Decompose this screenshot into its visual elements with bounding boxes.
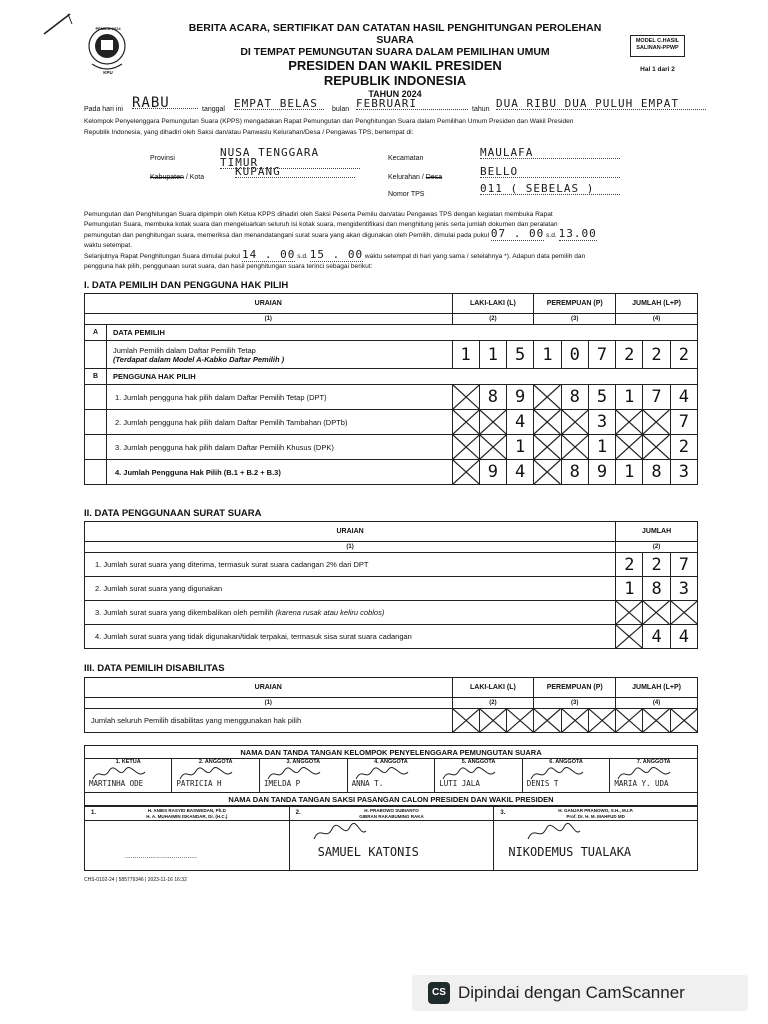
procedure-block [84, 210, 704, 271]
handwritten-digit: 3 [670, 460, 697, 485]
tanggal-value: EMPAT BELAS [234, 99, 324, 110]
handwritten-digit: 4 [507, 460, 534, 485]
pada-hari-label: Pada hari ini [84, 106, 123, 113]
kpps-role: 2. ANGGOTA [198, 759, 233, 765]
handwritten-digit: 3 [670, 577, 697, 601]
cross-mark-icon [643, 435, 669, 459]
handwritten-digit: 9 [479, 460, 506, 485]
crossed-out-cell [616, 410, 643, 435]
kpps-member-cell [260, 759, 348, 793]
kpps-role: 6. ANGGOTA [549, 759, 583, 765]
kabkota-label [150, 173, 204, 183]
cross-mark-icon [671, 709, 697, 732]
s3-head-j: JUMLAH (L+P) [616, 678, 698, 698]
crossed-out-cell [643, 601, 670, 625]
handwritten-digit: 8 [479, 385, 506, 410]
crossed-out-cell [452, 385, 479, 410]
kabkota-value: KUPANG [235, 167, 355, 178]
handwritten-digit: 2 [670, 435, 697, 460]
kpps-role: 1. KETUA [115, 759, 141, 765]
crossed-out-cell [479, 435, 506, 460]
s1-b-row-label: 1. Jumlah pengguna hak pilih dalam Daftar Pemilih Tetap (DPT) [106, 385, 452, 410]
saksi-sign-cell [289, 821, 494, 871]
kpps-name: MARIA Y. UDA [614, 779, 669, 788]
count-end: 15 . 00 [309, 248, 364, 261]
s1-b-title: PENGGUNA HAK PILIH [106, 369, 697, 385]
bulan-value: FEBRUARI [356, 99, 468, 110]
s3-num2: (2) [452, 698, 534, 709]
handwritten-digit: 5 [588, 385, 615, 410]
cross-mark-icon [534, 385, 560, 409]
tanggal-label: tanggal [202, 106, 225, 113]
s3-num3: (3) [534, 698, 616, 709]
saksi-title: NAMA DAN TANDA TANGAN SAKSI PASANGAN CALON PRESIDEN DAN WAKIL PRESIDEN [85, 793, 698, 806]
s1-a-label-cell [106, 341, 452, 369]
s1-a-spacer [85, 341, 107, 369]
crossed-out-cell [534, 435, 561, 460]
saksi-header-cell [289, 807, 494, 821]
s1-head-uraian: URAIAN [85, 294, 453, 314]
s3-num1: (1) [85, 698, 453, 709]
corner-pen-mark [42, 10, 74, 36]
kelurahan-label [388, 173, 442, 183]
handwritten-digit: 8 [561, 460, 588, 485]
desa-strike: Desa [425, 174, 443, 181]
crossed-out-cell [561, 435, 588, 460]
s2-row-label-cell [85, 601, 616, 625]
cross-mark-icon [616, 625, 642, 648]
model-line1: MODEL C.HASIL [635, 38, 680, 44]
handwritten-digit: 2 [643, 341, 670, 369]
end-time: 13.00 [558, 227, 597, 240]
handwritten-digit: 4 [507, 410, 534, 435]
crossed-out-cell [534, 385, 561, 410]
s1-b-spacer [85, 435, 107, 460]
crossed-out-cell [452, 410, 479, 435]
kpps-member-cell [522, 759, 610, 793]
s2-row-label-italic: (karena rusak atau keliru coblos) [275, 608, 385, 617]
procedure-p4: waktu setempat. [84, 241, 133, 249]
handwritten-digit: 5 [507, 341, 534, 369]
cross-mark-icon [534, 709, 560, 732]
kpps-role: 5. ANGGOTA [461, 759, 496, 765]
camscanner-icon: CS [428, 982, 450, 1004]
handwritten-digit: 1 [507, 435, 534, 460]
section3-title: III. DATA PEMILIH DISABILITAS [84, 663, 225, 674]
cross-mark-icon [453, 385, 479, 409]
logo-bottom-text: KPU [103, 70, 113, 75]
section1-title: I. DATA PEMILIH DAN PENGGUNA HAK PILIH [84, 280, 289, 291]
kpps-role: 7. ANGGOTA [636, 759, 671, 765]
kpps-member-cell [435, 759, 523, 793]
s3-head-l: LAKI-LAKI (L) [452, 678, 534, 698]
s3-row-label: Jumlah seluruh Pemilih disabilitas yang menggunakan hak pilih [85, 709, 453, 733]
cross-mark-icon [453, 460, 479, 484]
cross-mark-icon [480, 410, 506, 434]
crossed-out-cell [534, 709, 561, 733]
handwritten-digit: 1 [616, 577, 643, 601]
cross-mark-icon [534, 410, 560, 434]
crossed-out-cell [670, 709, 697, 733]
cross-mark-icon [534, 460, 560, 484]
handwritten-digit: 4 [670, 625, 697, 649]
procedure-p5: Selanjutnya Rapat Penghitungan Suara dimulai pukul [84, 253, 241, 260]
crossed-out-cell [588, 709, 615, 733]
kelurahan-text: Kelurahan / [388, 174, 426, 181]
crossed-out-cell [452, 435, 479, 460]
s1-num1: (1) [85, 314, 453, 325]
handwritten-digit: 1 [479, 341, 506, 369]
cross-mark-icon [453, 410, 479, 434]
saksi-candidates [290, 808, 494, 819]
crossed-out-cell [561, 410, 588, 435]
kpps-name: MARTINHA ODE [89, 779, 144, 788]
s1-b-row-label: 3. Jumlah pengguna hak pilih dalam Daftar Pemilih Khusus (DPK) [106, 435, 452, 460]
s3-head-uraian: URAIAN [85, 678, 453, 698]
saksi-candidates [85, 808, 289, 819]
s2-row-label: 2. Jumlah surat suara yang digunakan [85, 577, 616, 601]
s1-a-line2: (Terdapat dalam Model A-Kabko Daftar Pemilih ) [112, 354, 285, 364]
intro-text1: Kelompok Penyelenggara Pemungutan Suara (KPPS) mengadakan Rapat Pemungutan dan Penghitungan Suara dalam Pemilihan Umum Presiden dan Wakil Presiden [84, 118, 574, 125]
saksi-name: SAMUEL KATONIS [317, 845, 419, 859]
handwritten-digit: 1 [534, 341, 561, 369]
handwritten-digit: 4 [643, 625, 670, 649]
crossed-out-cell [561, 709, 588, 733]
crossed-out-cell [643, 410, 670, 435]
cross-mark-icon [453, 709, 479, 732]
hari-value: RABU [132, 98, 198, 109]
sd-label-2: s.d. [297, 253, 308, 260]
handwritten-digit: 7 [643, 385, 670, 410]
model-line2: SALINAN-PPWP [636, 45, 679, 51]
s1-a-label: A [85, 325, 107, 341]
model-box [630, 35, 685, 57]
crossed-out-cell [670, 601, 697, 625]
signature-scribble [310, 823, 370, 843]
saksi-name: ..................................... [125, 853, 197, 860]
intro-text2: Republik Indonesia, yang dihadiri oleh Saksi dan/atau Panwaslu Kelurahan/Desa / Pengawas TPS, bertempat di: [84, 129, 414, 136]
crossed-out-cell [616, 601, 643, 625]
handwritten-digit: 8 [643, 460, 670, 485]
logo-top-text: PEMILU 2024 [95, 26, 121, 31]
procedure-p2: Pemungutan Suara, membuka kotak suara dan mengeluarkan seluruh isi kotak suara, mengidentifikasi dan menghitung jenis serta jumlah dokumen dan peralatan [84, 220, 558, 228]
cross-mark-icon [643, 709, 669, 732]
s1-num2: (2) [452, 314, 534, 325]
cross-mark-icon [616, 601, 642, 624]
kabupaten-strike: Kabupaten [150, 174, 184, 181]
header-line1: BERITA ACARA, SERTIFIKAT DAN CATATAN HASIL PENGHITUNGAN PEROLEHAN SUARA [188, 22, 602, 46]
kpps-member-cell [172, 759, 260, 793]
handwritten-digit: 3 [588, 410, 615, 435]
cross-mark-icon [480, 709, 506, 732]
saksi-number: 1. [91, 810, 97, 816]
crossed-out-cell [507, 709, 534, 733]
s1-head-p: PEREMPUAN (P) [534, 294, 616, 314]
handwritten-digit: 9 [588, 460, 615, 485]
section2-table [84, 521, 698, 649]
cross-mark-icon [671, 601, 697, 624]
procedure-p3: pemungutan dan penghitungan suara, memeriksa dan menandatangani surat suara yang akan digunakan oleh Pemilih, dimulai pada pukul [84, 232, 490, 239]
candidate-vice: GIBRAN RAKABUMING RAKA [359, 813, 424, 819]
s2-num2: (2) [616, 542, 698, 553]
handwritten-digit: 2 [670, 341, 697, 369]
s1-b-label: B [85, 369, 107, 385]
bulan-label: bulan [332, 106, 350, 113]
header-line3: PRESIDEN DAN WAKIL PRESIDEN [288, 58, 502, 73]
s1-b-row-label: 2. Jumlah pengguna hak pilih dalam Daftar Pemilih Tambahan (DPTb) [106, 410, 452, 435]
procedure-p7: pengguna hak pilih, penggunaan surat suara, dan hasil penghitungan suara terinci sebagai berikut: [84, 262, 373, 270]
cross-mark-icon [507, 709, 533, 732]
saksi-sign-cell [494, 821, 698, 871]
crossed-out-cell [452, 709, 479, 733]
handwritten-digit: 1 [452, 341, 479, 369]
handwritten-digit: 1 [616, 385, 643, 410]
footer-code: CHS-0102-24 | 585779346 | 2023-11-16 16:32 [84, 877, 187, 883]
handwritten-digit: 2 [616, 341, 643, 369]
cross-mark-icon [562, 435, 588, 459]
s1-num4: (4) [616, 314, 698, 325]
candidate-president: H. GANJAR PRANOWO, S.H., M.I.P. [558, 808, 634, 813]
kpps-member-cell [347, 759, 435, 793]
tahun-value: DUA RIBU DUA PULUH EMPAT [496, 99, 706, 110]
kpps-role: 4. ANGGOTA [374, 759, 408, 765]
procedure-p6: waktu setempat di hari yang sama / setelahnya *). Adapun data pemilih dan [364, 253, 586, 260]
start-time: 07 . 00 [490, 227, 545, 240]
handwritten-digit: 0 [561, 341, 588, 369]
section1-table [84, 293, 698, 485]
kecamatan-label: Kecamatan [388, 155, 424, 162]
document-header [185, 22, 605, 100]
handwritten-digit: 1 [616, 460, 643, 485]
candidate-vice: H. A. MUHAIMIN ISKANDAR, Dr. (H.C.) [146, 813, 228, 819]
handwritten-digit: 7 [670, 410, 697, 435]
s1-num3: (3) [534, 314, 616, 325]
cross-mark-icon [616, 410, 642, 434]
s2-row-label: 3. Jumlah surat suara yang dikembalikan oleh pemilih [95, 608, 274, 617]
tahun-label: tahun [472, 106, 490, 113]
provinsi-value: NUSA TENGGARA TIMUR [220, 148, 360, 169]
cross-mark-icon [589, 709, 615, 732]
count-start: 14 . 00 [242, 248, 296, 261]
kpps-role: 3. ANGGOTA [286, 759, 321, 765]
saksi-sign-cell [85, 821, 290, 871]
kpu-logo [84, 24, 130, 78]
handwritten-digit: 9 [507, 385, 534, 410]
crossed-out-cell [479, 709, 506, 733]
kelurahan-value: BELLO [480, 167, 620, 178]
cross-mark-icon [480, 435, 506, 459]
handwritten-digit: 7 [670, 553, 697, 577]
cross-mark-icon [562, 709, 588, 732]
s3-num4: (4) [616, 698, 698, 709]
handwritten-digit: 1 [588, 435, 615, 460]
kpps-name: PATRICIA H [176, 779, 222, 788]
s1-b-spacer [85, 385, 107, 410]
candidate-president: H. ANIES RASYID BASWEDAN, Ph.D [147, 808, 226, 813]
procedure-p1: Pemungutan dan Penghitungan Suara dipimpin oleh Ketua KPPS dihadiri oleh Saksi Peserta Pemilu dan/atau Pengawas TPS dengan kegiatan membuka Rapat [84, 211, 553, 218]
saksi-header-cell [494, 807, 698, 821]
kpps-member-cell [85, 759, 172, 793]
signature-scribble [524, 823, 584, 843]
tps-label: Nomor TPS [388, 191, 425, 198]
header-line4: REPUBLIK INDONESIA [323, 73, 467, 88]
s2-head-j: JUMLAH [616, 522, 698, 542]
sd-label: s.d. [546, 232, 557, 239]
s2-num1: (1) [85, 542, 616, 553]
cross-mark-icon [643, 601, 669, 624]
crossed-out-cell [479, 410, 506, 435]
saksi-signature-table [84, 806, 698, 871]
crossed-out-cell [616, 709, 643, 733]
s1-head-j: JUMLAH (L+P) [616, 294, 698, 314]
tps-value: 011 ( SEBELAS ) [480, 184, 620, 195]
s1-a-title: DATA PEMILIH [106, 325, 697, 341]
kpps-name: DENIS T [526, 779, 559, 788]
procedure-p5-line [84, 250, 704, 262]
header-line5: TAHUN 2024 [368, 89, 422, 99]
kpps-name: IMELDA P [264, 779, 301, 788]
kpps-name: LUTI JALA [439, 779, 480, 788]
intro-line [84, 95, 704, 118]
cross-mark-icon [616, 435, 642, 459]
saksi-header-cell [85, 807, 290, 821]
crossed-out-cell [452, 460, 479, 485]
section2-title: II. DATA PENGGUNAAN SURAT SUARA [84, 508, 262, 519]
candidate-president: H. PRABOWO SUBIANTO [364, 808, 419, 813]
kecamatan-value: MAULAFA [480, 148, 620, 159]
s1-b-spacer [85, 410, 107, 435]
s2-head-uraian: URAIAN [85, 522, 616, 542]
handwritten-digit: 4 [670, 385, 697, 410]
crossed-out-cell [643, 435, 670, 460]
cross-mark-icon [643, 410, 669, 434]
cross-mark-icon [534, 435, 560, 459]
candidate-vice: Prof. Dr. H. M. MAHFUD MD [566, 813, 625, 819]
s1-head-l: LAKI-LAKI (L) [452, 294, 534, 314]
crossed-out-cell [534, 410, 561, 435]
header-line2: DI TEMPAT PEMUNGUTAN SUARA DALAM PEMILIHAN UMUM [240, 46, 550, 58]
crossed-out-cell [643, 709, 670, 733]
procedure-p3-line [84, 229, 704, 241]
s2-row-label: 4. Jumlah surat suara yang tidak digunakan/tidak terpakai, termasuk sisa surat suara cadangan [85, 625, 616, 649]
kpps-member-cell [610, 759, 698, 793]
handwritten-digit: 7 [588, 341, 615, 369]
section3-table [84, 677, 698, 733]
saksi-candidates [494, 808, 697, 819]
s3-head-p: PEREMPUAN (P) [534, 678, 616, 698]
saksi-number: 3. [500, 810, 506, 816]
kpps-signature-table [84, 745, 698, 806]
camscanner-watermark [412, 975, 748, 1011]
handwritten-digit: 8 [643, 577, 670, 601]
camscanner-label: Dipindai dengan CamScanner [458, 983, 685, 1002]
s2-row-label: 1. Jumlah surat suara yang diterima, termasuk surat suara cadangan 2% dari DPT [85, 553, 616, 577]
kpps-name: ANNA T. [351, 779, 384, 788]
saksi-number: 2. [295, 810, 301, 816]
page-number: Hal 1 dari 2 [640, 66, 675, 73]
handwritten-digit: 2 [643, 553, 670, 577]
cross-mark-icon [562, 410, 588, 434]
kpps-title: NAMA DAN TANDA TANGAN KELOMPOK PENYELENGGARA PEMUNGUTAN SUARA [85, 746, 698, 759]
saksi-name: NIKODEMUS TUALAKA [508, 845, 632, 859]
provinsi-label: Provinsi [150, 155, 175, 162]
s1-b-row-label: 4. Jumlah Pengguna Hak Pilih (B.1 + B.2 + B.3) [106, 460, 452, 485]
location-block [150, 148, 710, 204]
handwritten-digit: 8 [561, 385, 588, 410]
handwritten-digit: 2 [616, 553, 643, 577]
crossed-out-cell [616, 625, 643, 649]
crossed-out-cell [616, 435, 643, 460]
s1-a-line1: Jumlah Pemilih dalam Daftar Pemilih Tetap [112, 345, 256, 355]
kota-label: / Kota [183, 174, 205, 181]
s1-b-spacer [85, 460, 107, 485]
crossed-out-cell [534, 460, 561, 485]
cross-mark-icon [616, 709, 642, 732]
cross-mark-icon [453, 435, 479, 459]
